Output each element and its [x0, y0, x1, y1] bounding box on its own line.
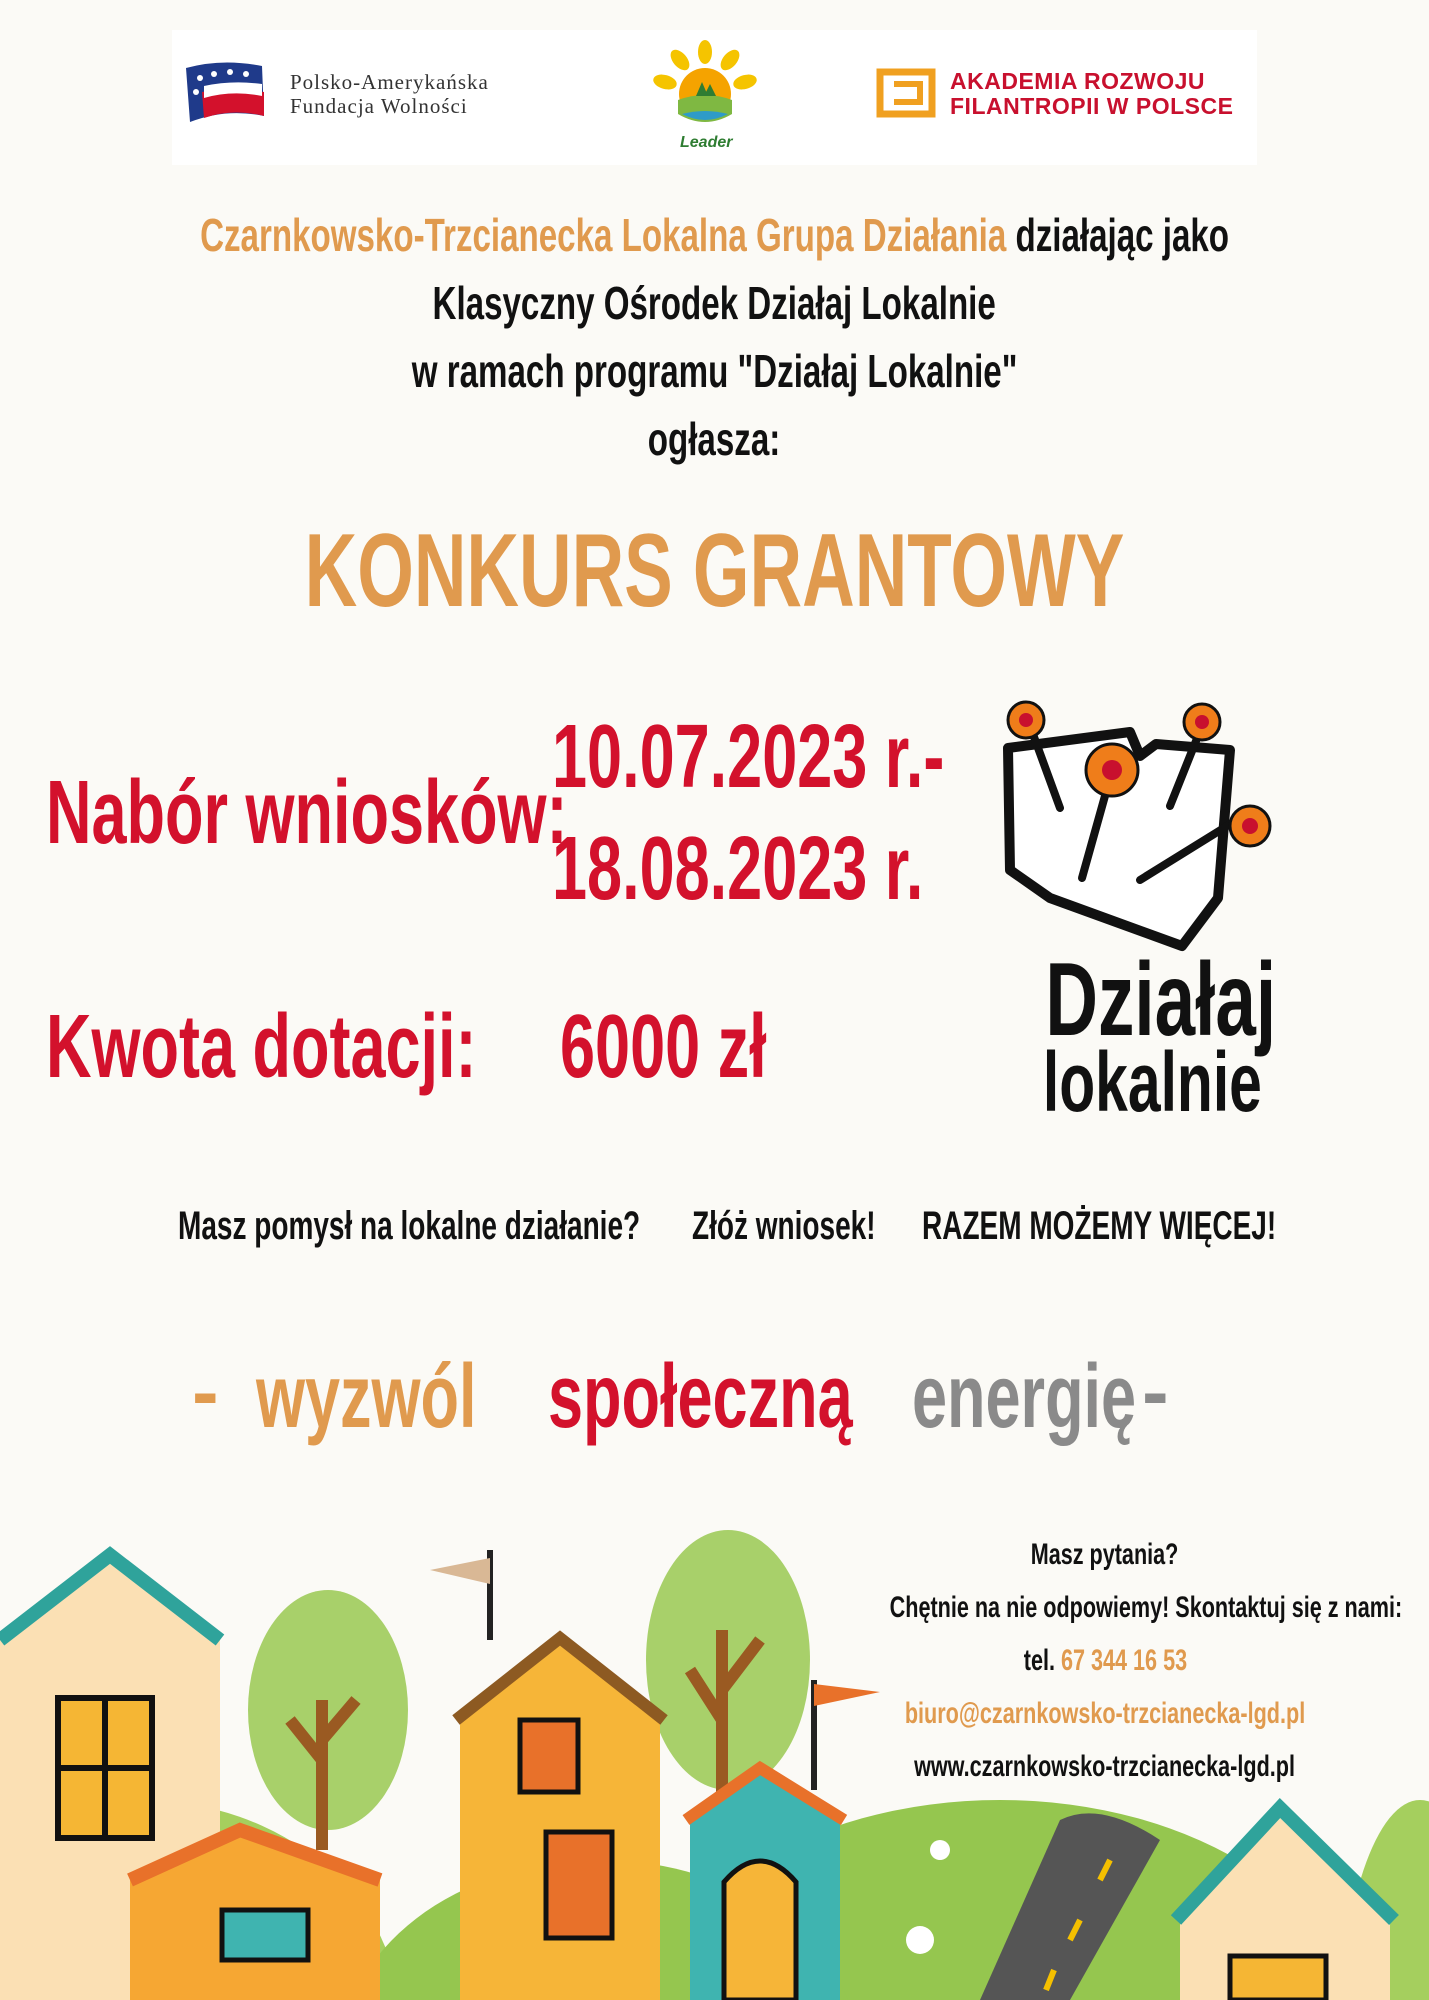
header-line-2: Klasyczny Ośrodek Działaj Lokalnie [432, 277, 997, 329]
tagline-cta: Złóż wniosek! [692, 1204, 876, 1248]
contact-invite: Chętnie na nie odpowiemy! Skontaktuj się z nami: [889, 1591, 1403, 1624]
program-logo-line1: Działaj [1045, 942, 1277, 1058]
pafw-flag-icon [182, 58, 268, 128]
motto-dash-left: - [192, 1347, 219, 1436]
pafw-name-line1: Polsko-Amerykańska [290, 70, 489, 94]
leader-label: Leader [680, 134, 733, 151]
header-line-4: ogłasza: [648, 413, 781, 465]
header-line-1 [0, 208, 1429, 262]
phone-number[interactable]: 67 344 16 53 [1060, 1644, 1187, 1677]
arfp-logo-icon [876, 68, 936, 118]
contact-question: Masz pytania? [1031, 1538, 1179, 1571]
organization-name: Czarnkowsko-Trzcianecka Lokalna Grupa Działania [200, 209, 1007, 261]
header-line-1-rest: działając jako [1006, 209, 1230, 261]
dzialaj-lokalnie-logo-icon [990, 698, 1290, 958]
contact-phone: tel. 67 344 16 53 [1023, 1644, 1187, 1677]
recruitment-label: Nabór wniosków: [46, 763, 568, 863]
program-logo-line2: lokalnie [1042, 1035, 1262, 1129]
tagline-question: Masz pomysł na lokalne działanie? [178, 1204, 641, 1248]
contact-email[interactable]: biuro@czarnkowsko-trzcianecka-lgd.pl [904, 1697, 1306, 1730]
contest-title: KONKURS GRANTOWY [304, 513, 1125, 629]
contact-website[interactable]: www.czarnkowsko-trzcianecka-lgd.pl [914, 1750, 1296, 1783]
logo-bar [172, 30, 1257, 165]
contact-block [790, 1528, 1420, 1793]
recruitment-date-from: 10.07.2023 r.- [552, 707, 945, 807]
motto-word-2: społeczną [548, 1347, 853, 1447]
motto-dash-right: - [1142, 1347, 1169, 1436]
grant-amount: 6000 zł [560, 997, 767, 1097]
recruitment-date-to: 18.08.2023 r. [552, 819, 924, 919]
pafw-name-line2: Fundacja Wolności [290, 94, 468, 118]
motto-word-1: wyzwól [256, 1347, 477, 1447]
motto-word-3: energię [912, 1347, 1137, 1447]
header-line-3: w ramach programu "Działaj Lokalnie" [411, 345, 1018, 397]
arfp-name-line1: AKADEMIA ROZWOJU [950, 68, 1206, 94]
arfp-name-line2: FILANTROPII W POLSCE [950, 93, 1234, 119]
grant-label: Kwota dotacji: [46, 997, 477, 1097]
tagline-slogan: RAZEM MOŻEMY WIĘCEJ! [922, 1204, 1277, 1248]
